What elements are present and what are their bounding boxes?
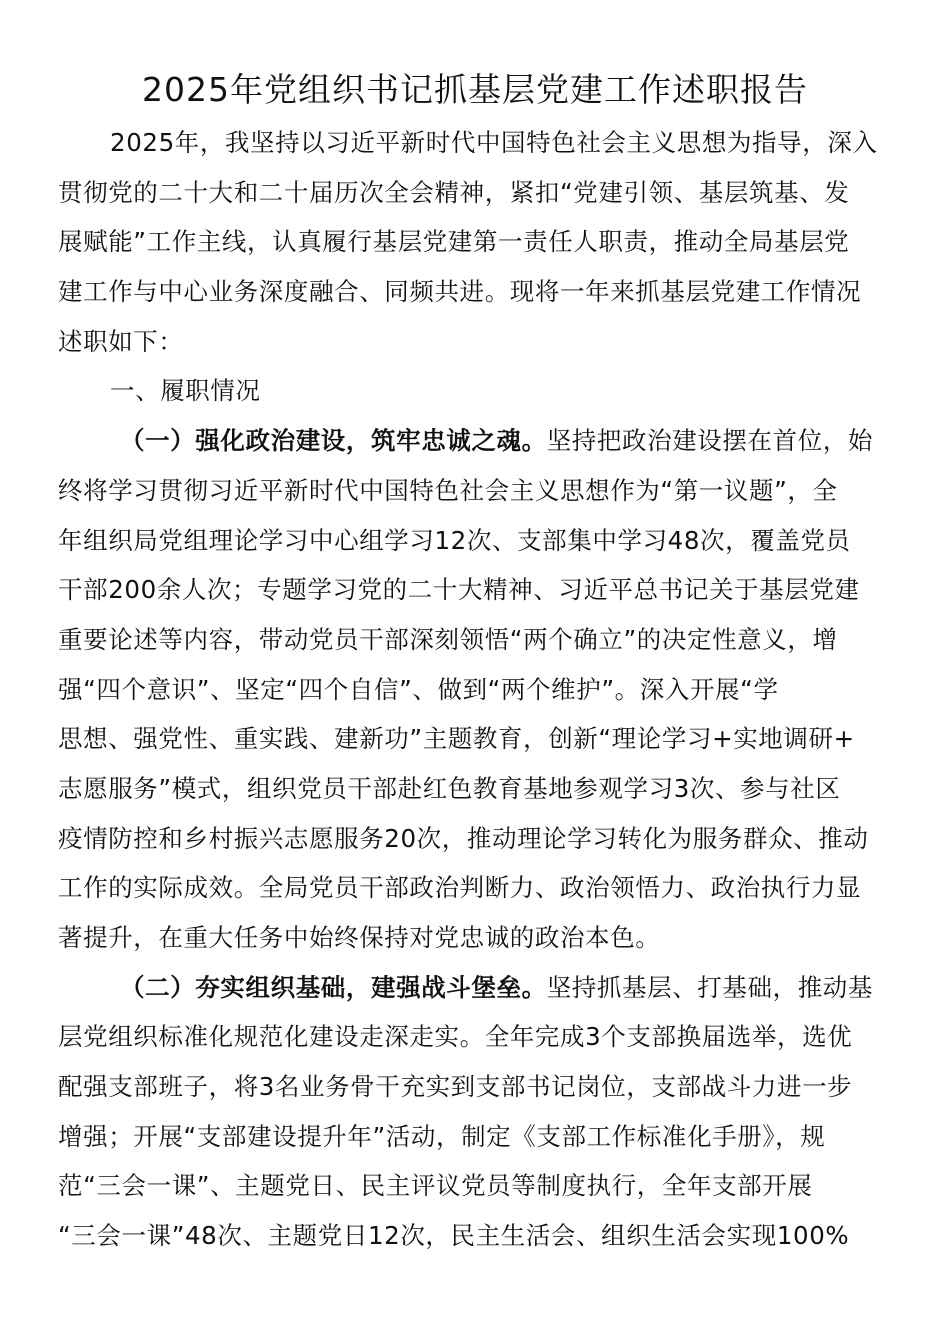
body-text: 强“四个意识”、坚定“四个自信”、做到“两个维护”。深入开展“学 [58,674,779,704]
text-line [58,913,888,963]
text-line [58,416,888,466]
text-line [58,863,888,913]
text-line [58,814,888,864]
body-text: 坚持把政治建设摆在首位，始 [546,426,874,456]
body-text: 贯彻党的二十大和二十届历次全会精神，紧扣“党建引领、基层筑基、发 [58,177,850,207]
text-line [58,714,888,764]
body-text: 坚持抓基层、打基础，推动基 [546,972,874,1002]
body-text: 志愿服务”模式，组织党员干部赴红色教育基地参观学习3次、参与社区 [58,773,841,803]
text-line [58,217,888,267]
text-line [58,565,888,615]
text-line [58,317,888,367]
body-text: 年组织局党组理论学习中心组学习12次、支部集中学习48次，覆盖党员 [58,525,851,555]
body-text: 建工作与中心业务深度融合、同频共进。现将一年来抓基层党建工作情况 [58,277,862,307]
text-line [58,466,888,516]
document-title: 2025年党组织书记抓基层党建工作述职报告 [142,70,808,109]
body-text: 重要论述等内容，带动党员干部深刻领悟“两个确立”的决定性意义，增 [58,624,838,654]
text-line [58,1112,888,1162]
body-text: 增强；开展“支部建设提升年”活动，制定《支部工作标准化手册》，规 [58,1121,826,1151]
section-heading-text: （二）夯实组织基础，建强战斗堡垒。 [120,972,547,1002]
body-text: 范“三会一课”、主题党日、民主评议党员等制度执行，全年支部开展 [58,1171,813,1201]
body-text: 配强支部班子，将3名业务骨干充实到支部书记岗位，支部战斗力进一步 [58,1072,853,1102]
body-text: 工作的实际成效。全局党员干部政治判断力、政治领悟力、政治执行力显 [58,873,862,903]
text-line [58,267,888,317]
text-line [58,615,888,665]
body-text: 疫情防控和乡村振兴志愿服务20次，推动理论学习转化为服务群众、推动 [58,823,869,853]
text-line [58,963,888,1013]
body-text: 著提升，在重大任务中始终保持对党忠诚的政治本色。 [58,923,661,952]
section-heading-text: （一）强化政治建设，筑牢忠诚之魂。 [120,426,547,456]
body-text: 终将学习贯彻习近平新时代中国特色社会主义思想作为“第一议题”，全 [58,475,838,505]
text-line [58,1211,888,1261]
body-text: 述职如下： [58,326,184,356]
text-line [58,665,888,715]
text-line [58,1062,888,1112]
text-line [58,764,888,814]
text-line [58,1161,888,1211]
body-text: 思想、强党性、重实践、建新功”主题教育，创新“理论学习+实地调研+ [58,724,855,754]
text-line [58,516,888,566]
body-text: 干部200余人次；专题学习党的二十大精神、习近平总书记关于基层党建 [58,575,860,605]
document-body [58,118,888,1261]
body-text: 展赋能”工作主线，认真履行基层党建第一责任人职责，推动全局基层党 [58,227,850,257]
text-line [58,366,888,416]
text-line [58,118,888,168]
body-text: 层党组织标准化规范化建设走深走实。全年完成3个支部换届选举，选优 [58,1022,853,1052]
body-text: “三会一课”48次、主题党日12次，民主生活会、组织生活会实现100% [58,1221,850,1251]
body-text: 一、履职情况 [110,376,261,406]
text-line [58,168,888,218]
text-line [58,1012,888,1062]
body-text: 2025年，我坚持以习近平新时代中国特色社会主义思想为指导，深入 [110,128,878,157]
